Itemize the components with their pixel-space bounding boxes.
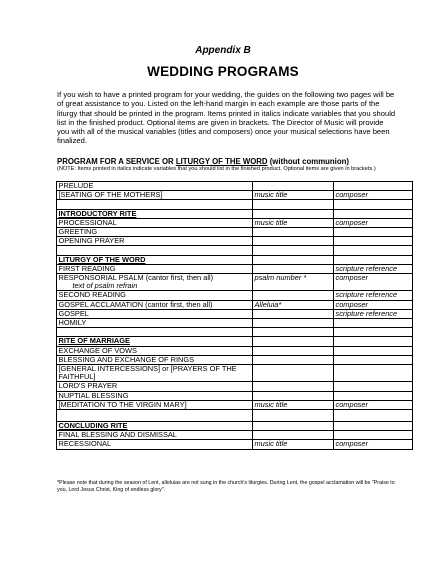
appendix-label: Appendix B <box>195 45 251 56</box>
music-cell: Alleluia* <box>253 300 334 309</box>
music-cell <box>253 264 334 273</box>
music-cell <box>253 431 334 440</box>
item-cell: FINAL BLESSING AND DISMISSAL <box>57 431 253 440</box>
detail-cell <box>334 209 413 218</box>
music-cell <box>253 365 334 382</box>
item-cell: [GENERAL INTERCESSIONS] or [PRAYERS OF THE FAITHFUL] <box>57 365 253 382</box>
rite-heading: LITURGY OF THE WORD <box>57 255 253 264</box>
music-cell <box>253 255 334 264</box>
item-cell: HOMILY <box>57 319 253 328</box>
item-cell: PROCESSIONAL <box>57 218 253 227</box>
psalm-refrain-text: text of psalm refrain <box>72 281 138 291</box>
item-cell: [MEDITATION TO THE VIRGIN MARY] <box>57 400 253 409</box>
item-cell: EXCHANGE OF VOWS <box>57 346 253 355</box>
table-row <box>57 209 413 218</box>
item-cell: RECESSIONAL <box>57 440 253 449</box>
table-row <box>57 355 413 364</box>
music-cell: music title <box>253 191 334 200</box>
table-row <box>57 410 413 422</box>
item-cell: GREETING <box>57 228 253 237</box>
music-cell: music title <box>253 440 334 449</box>
music-cell <box>253 355 334 364</box>
table-row <box>57 391 413 400</box>
table-row <box>57 431 413 440</box>
table-row <box>57 191 413 200</box>
music-cell <box>253 246 334 255</box>
music-cell <box>253 182 334 191</box>
table-row <box>57 440 413 449</box>
music-cell <box>253 382 334 391</box>
table-row <box>57 337 413 346</box>
table-row <box>57 264 413 273</box>
detail-cell <box>334 182 413 191</box>
music-cell: music title <box>253 400 334 409</box>
table-row <box>57 422 413 431</box>
music-cell <box>253 337 334 346</box>
item-cell: FIRST READING <box>57 264 253 273</box>
item-cell: LORD'S PRAYER <box>57 382 253 391</box>
table-row <box>57 255 413 264</box>
item-cell <box>57 328 253 337</box>
item-cell <box>57 200 253 209</box>
table-row <box>57 346 413 355</box>
detail-cell <box>334 337 413 346</box>
item-cell <box>57 246 253 255</box>
music-cell: music title <box>253 218 334 227</box>
music-cell <box>253 391 334 400</box>
music-cell <box>253 291 334 300</box>
section-note: (NOTE: Items printed in italics indicate variables that you should list in the finished product. Optional items are given in brackets.) <box>57 166 376 172</box>
table-row <box>57 400 413 409</box>
section-heading-suffix: (without communion) <box>267 157 349 166</box>
table-row <box>57 291 413 300</box>
section-heading <box>57 157 397 166</box>
detail-cell <box>334 391 413 400</box>
section-heading-prefix: PROGRAM FOR A SERVICE OR <box>57 157 176 166</box>
detail-cell <box>334 200 413 209</box>
detail-cell <box>334 246 413 255</box>
music-cell <box>253 410 334 422</box>
detail-cell <box>334 355 413 364</box>
table-row <box>57 237 413 246</box>
detail-cell <box>334 365 413 382</box>
item-cell: PRELUDE <box>57 182 253 191</box>
table-row <box>57 319 413 328</box>
detail-cell <box>334 382 413 391</box>
table-row <box>57 328 413 337</box>
table-row <box>57 182 413 191</box>
lent-footnote: *Please note that during the season of Lent, alleluias are not sung in the church's liturgies. During Lent, the gospel acclamation will be "Praise to you, Lord Jesus Christ, King of endless glory". <box>57 480 395 493</box>
detail-cell <box>334 422 413 431</box>
table-row <box>57 365 413 382</box>
music-cell <box>253 422 334 431</box>
table-row <box>57 228 413 237</box>
table-row <box>57 300 413 309</box>
detail-cell <box>334 328 413 337</box>
item-cell: [SEATING OF THE MOTHERS] <box>57 191 253 200</box>
detail-cell: composer <box>334 440 413 449</box>
music-cell <box>253 309 334 318</box>
detail-cell <box>334 319 413 328</box>
item-text: RESPONSORIAL PSALM (cantor first, then all) <box>58 273 214 282</box>
detail-cell: scripture reference <box>334 264 413 273</box>
table-row <box>57 274 413 291</box>
detail-cell <box>334 346 413 355</box>
detail-cell <box>334 431 413 440</box>
music-cell <box>253 346 334 355</box>
detail-cell: composer <box>334 218 413 227</box>
table-row <box>57 200 413 209</box>
music-cell <box>253 328 334 337</box>
program-table <box>56 181 413 450</box>
table-row <box>57 309 413 318</box>
music-cell <box>253 237 334 246</box>
intro-paragraph: If you wish to have a printed program for your wedding, the guides on the following two pages will be of great assistance to you. Listed on the left-hand margin in each example are those parts of the liturgy that should be printed in the program. Items printed in italics indicate variables that you should list in the finished product. Optional items are given in brackets. The Director of Music will provide you with all of the musical variables (titles and composers) once your musical selections have been finalized. <box>57 90 396 146</box>
detail-cell: composer <box>334 274 413 291</box>
detail-cell <box>334 228 413 237</box>
detail-cell <box>334 410 413 422</box>
item-cell: OPENING PRAYER <box>57 237 253 246</box>
item-cell: BLESSING AND EXCHANGE OF RINGS <box>57 355 253 364</box>
page-title: WEDDING PROGRAMS <box>147 64 299 79</box>
table-row <box>57 246 413 255</box>
detail-cell <box>334 237 413 246</box>
music-cell <box>253 209 334 218</box>
section-heading-underlined: LITURGY OF THE WORD <box>175 157 268 166</box>
detail-cell: scripture reference <box>334 309 413 318</box>
music-cell: psalm number * <box>253 274 334 291</box>
detail-cell <box>334 255 413 264</box>
music-cell <box>253 319 334 328</box>
music-cell <box>253 200 334 209</box>
detail-cell: composer <box>334 300 413 309</box>
item-cell: NUPTIAL BLESSING <box>57 391 253 400</box>
item-cell: GOSPEL <box>57 309 253 318</box>
detail-cell: composer <box>334 400 413 409</box>
detail-cell: composer <box>334 191 413 200</box>
item-cell <box>57 410 253 422</box>
rite-heading: RITE OF MARRIAGE <box>57 337 253 346</box>
music-cell <box>253 228 334 237</box>
rite-heading: INTRODUCTORY RITE <box>57 209 253 218</box>
table-row <box>57 382 413 391</box>
item-cell <box>57 274 253 291</box>
rite-heading: CONCLUDING RITE <box>57 422 253 431</box>
item-cell: SECOND READING <box>57 291 253 300</box>
table-row <box>57 218 413 227</box>
item-cell: GOSPEL ACCLAMATION (cantor first, then all) <box>57 300 253 309</box>
detail-cell: scripture reference <box>334 291 413 300</box>
